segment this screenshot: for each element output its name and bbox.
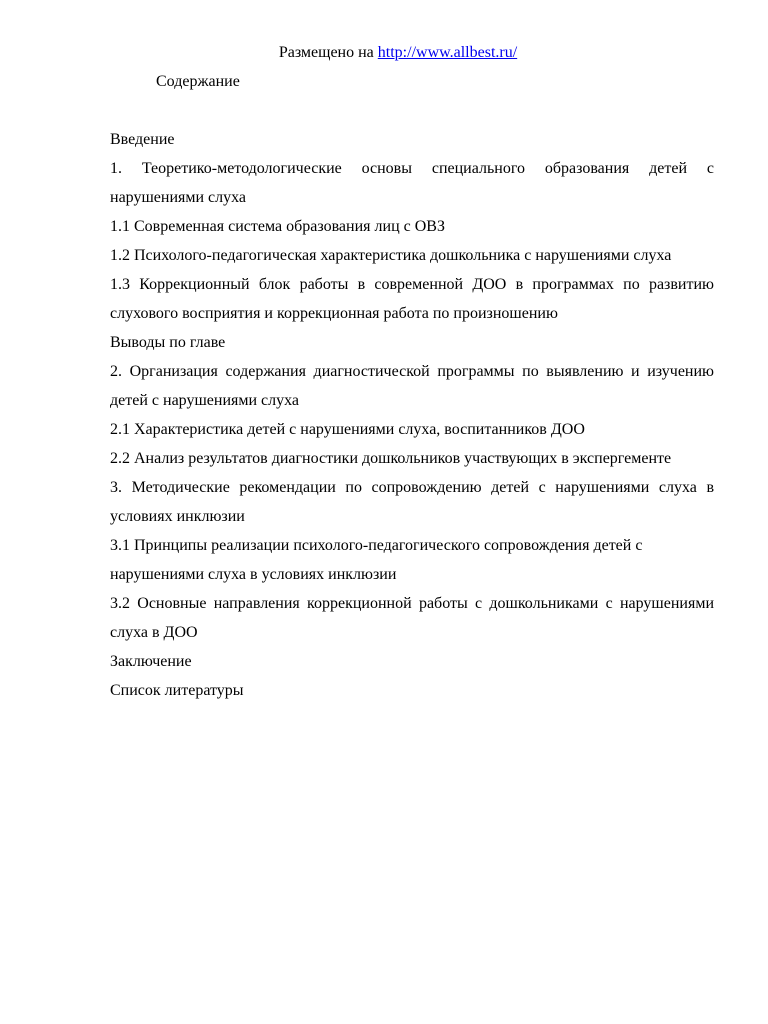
source-link[interactable]: http://www.allbest.ru/ — [377, 44, 518, 61]
toc-entry-chapter-2: 2. Организация содержания диагностической программы по выявлению и изучению детей с нарушениями слуха — [110, 363, 714, 409]
toc-entry-1-3: 1.3 Коррекционный блок работы в современной ДОО в программах по развитию слухового восприятия и коррекционная работа по произношению — [110, 276, 714, 322]
toc-entry-3-1: 3.1 Принципы реализации психолого-педагогического сопровождения детей с нарушениями слуха в условиях инклюзии — [110, 537, 643, 583]
toc-entry-chapter-1: 1. Теоретико-методологические основы специального образования детей с нарушениями слуха — [110, 160, 714, 206]
source-header — [14, 43, 768, 63]
header-prefix: Размещено на — [278, 44, 378, 61]
toc-entry-1-2: 1.2 Психолого-педагогическая характеристика дошкольника с нарушениями слуха — [110, 247, 672, 264]
toc-entry-conclusion: Заключение — [110, 653, 192, 670]
toc-entry-3-2: 3.2 Основные направления коррекционной работы с дошкольниками с нарушениями слуха в ДОО — [110, 595, 714, 641]
toc-entry-references: Список литературы — [110, 682, 244, 699]
toc-entry-2-2: 2.2 Анализ результатов диагностики дошкольников участвующих в экспергементе — [110, 450, 672, 467]
table-of-contents — [110, 125, 714, 705]
toc-entry-introduction: Введение — [110, 131, 175, 148]
toc-entry-1-1: 1.1 Современная система образования лиц с ОВЗ — [110, 218, 445, 235]
toc-title: Содержание — [156, 73, 240, 90]
toc-entry-2-1: 2.1 Характеристика детей с нарушениями слуха, воспитанников ДОО — [110, 421, 585, 438]
toc-entry-chapter-3: 3. Методические рекомендации по сопровождению детей с нарушениями слуха в условиях инклюзии — [110, 479, 714, 525]
toc-entry-chapter-conclusions: Выводы по главе — [110, 334, 226, 351]
